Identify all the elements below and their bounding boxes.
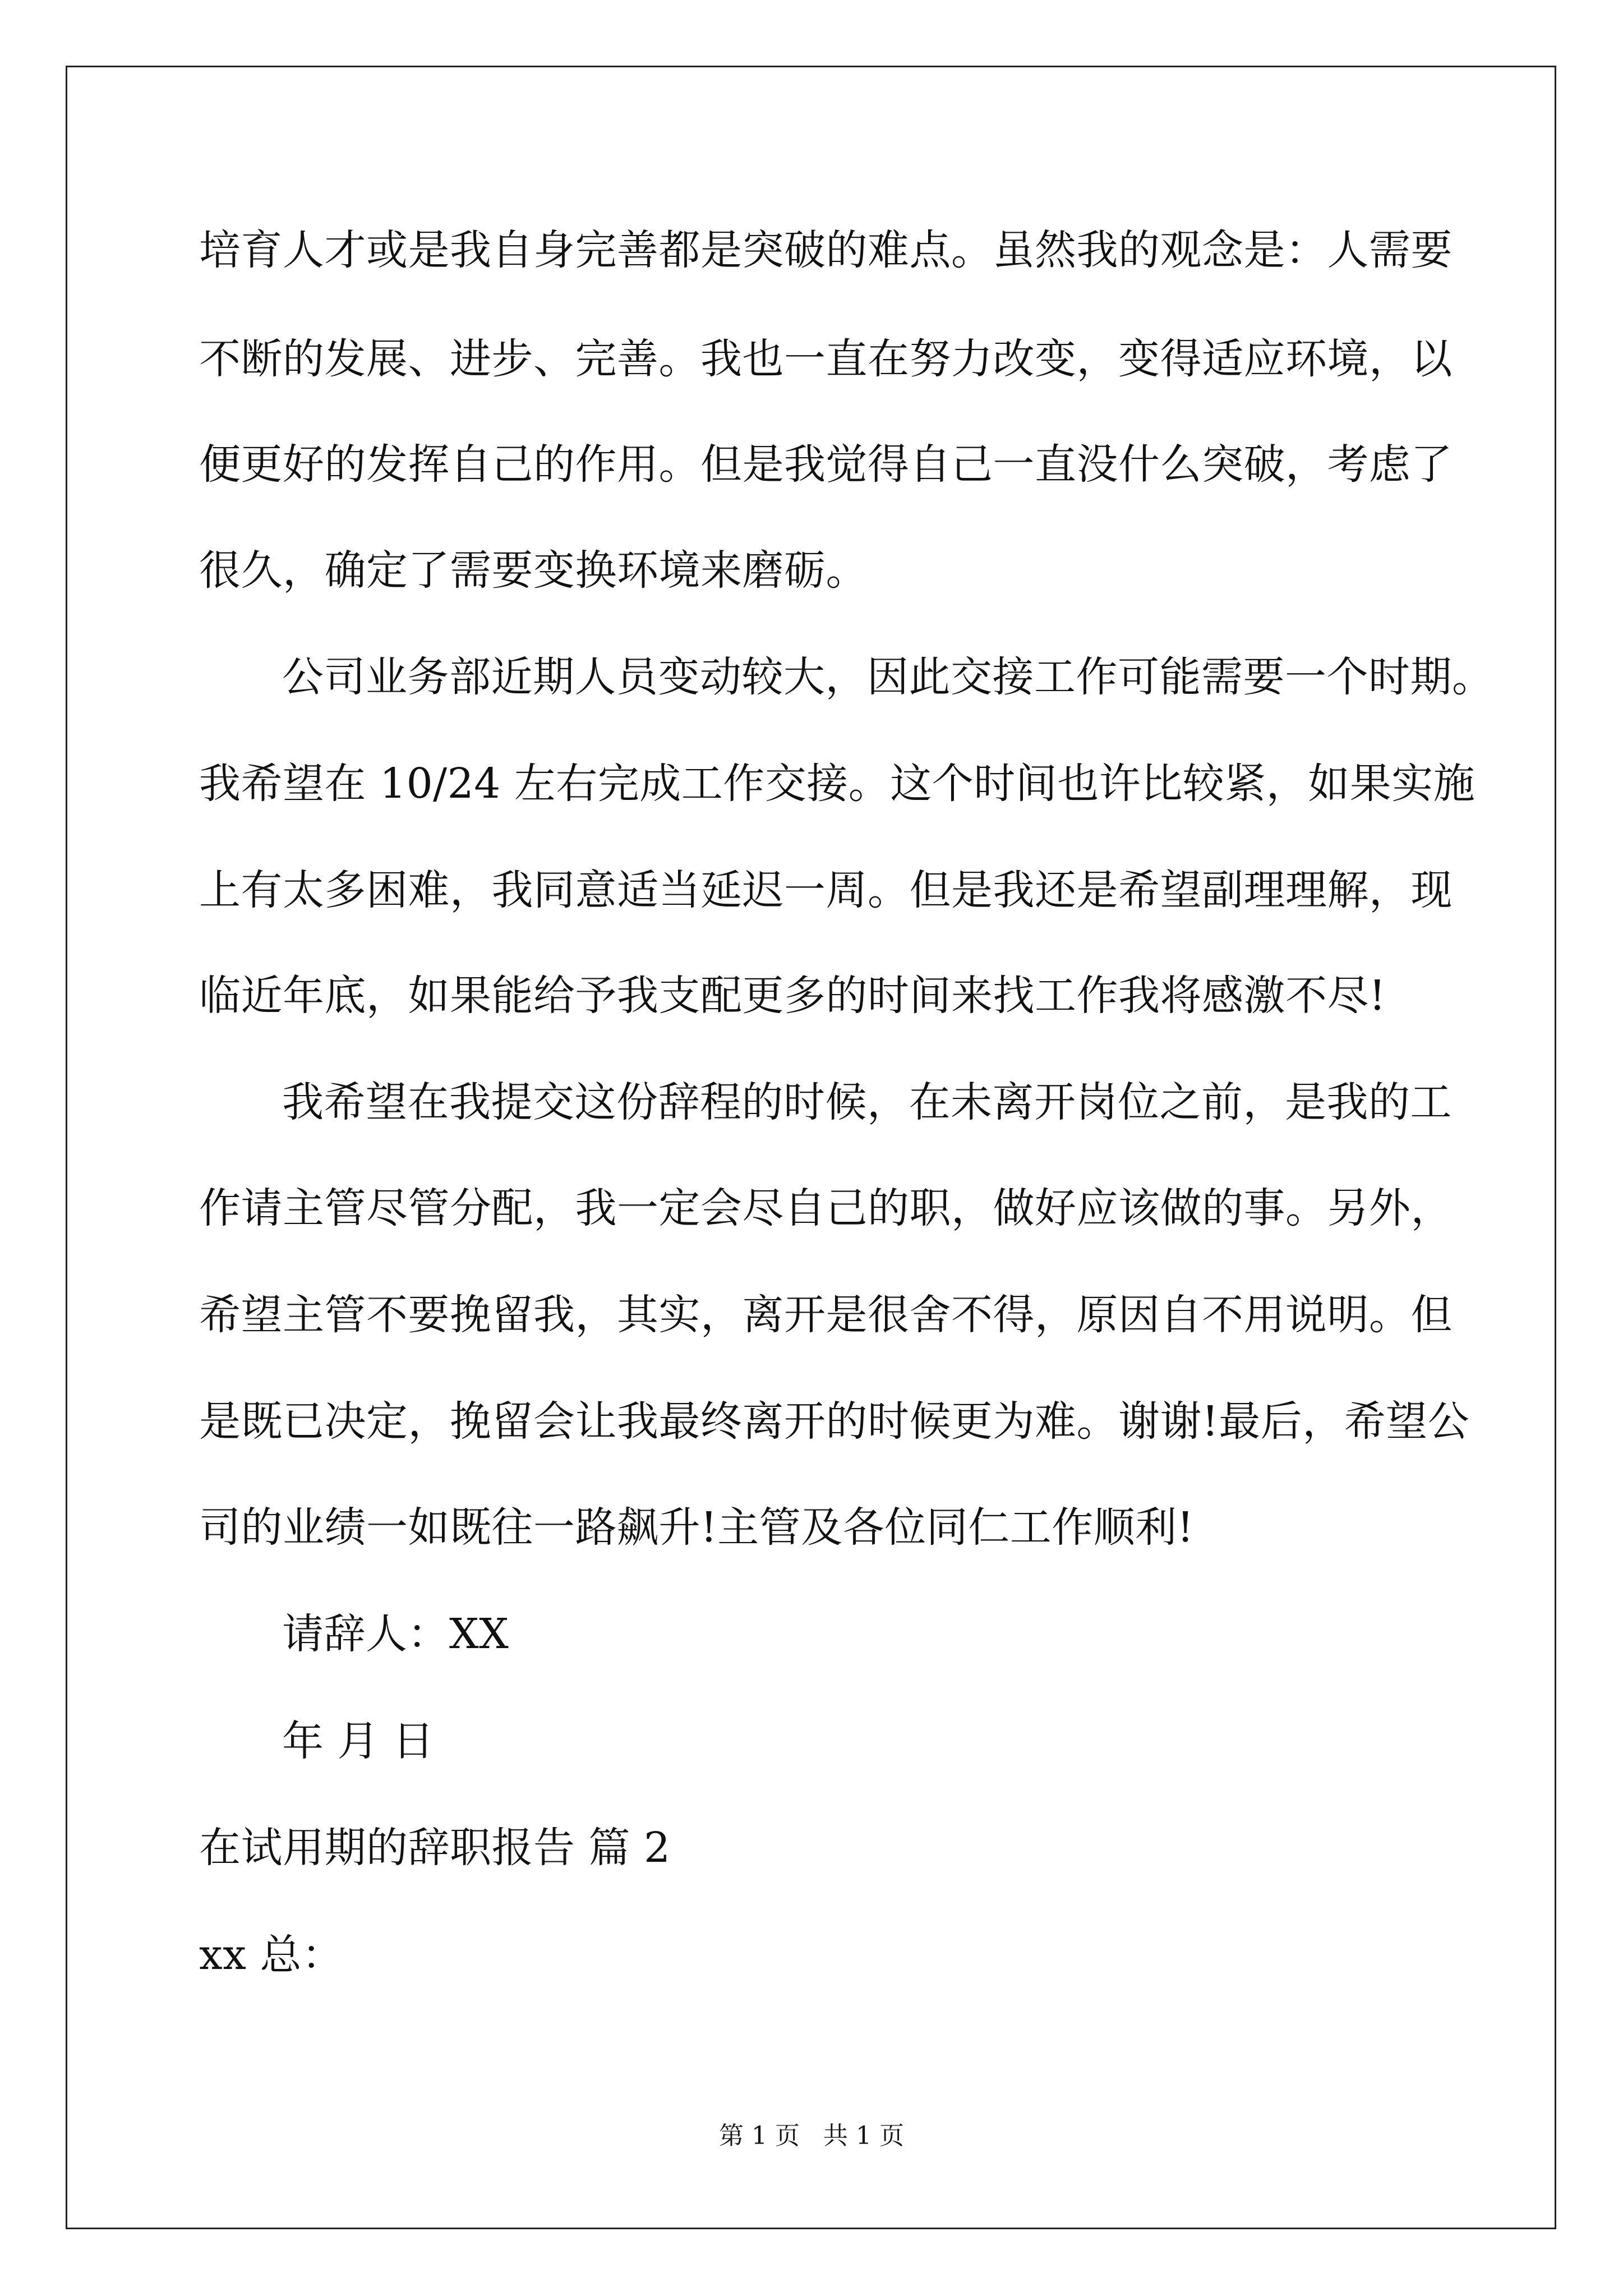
page-border — [66, 66, 1556, 2229]
signature-line: 请辞人：XX — [282, 1610, 509, 1658]
paragraph-3-line-1: 我希望在我提交这份辞程的时候，在未离开岗位之前，是我的工 — [282, 1078, 1452, 1126]
paragraph-3-line-3: 希望主管不要挽留我，其实，离开是很舍不得，原因自不用说明。但 — [199, 1291, 1453, 1339]
paragraph-3-line-4: 是既已决定，挽留会让我最终离开的时候更为难。谢谢!最后，希望公 — [199, 1397, 1470, 1446]
date-line: 年 月 日 — [282, 1717, 435, 1765]
paragraph-2-line-4: 临近年底，如果能给予我支配更多的时间来找工作我将感激不尽! — [199, 972, 1386, 1020]
paragraph-3-line-2: 作请主管尽管分配，我一定会尽自己的职，做好应该做的事。另外， — [199, 1184, 1453, 1232]
paragraph-2-line-2: 我希望在 10/24 左右完成工作交接。这个时间也许比较紧，如果实施 — [199, 760, 1476, 808]
paragraph-1-line-1: 培育人才或是我自身完善都是突破的难点。虽然我的观念是：人需要 — [199, 226, 1453, 274]
paragraph-3-line-5: 司的业绩一如既往一路飙升!主管及各位同仁工作顺利! — [199, 1503, 1194, 1552]
paragraph-1-line-4: 很久，确定了需要变换环境来磨砺。 — [199, 546, 868, 595]
page-footer: 第 1 页 共 1 页 — [719, 2122, 904, 2150]
paragraph-1-line-2: 不断的发展、进步、完善。我也一直在努力改变，变得适应环境，以 — [199, 335, 1453, 383]
paragraph-1-line-3: 便更好的发挥自己的作用。但是我觉得自己一直没什么突破，考虑了 — [199, 440, 1453, 489]
paragraph-2-line-1: 公司业务部近期人员变动较大，因此交接工作可能需要一个时期。 — [282, 653, 1494, 701]
section-heading: 在试用期的辞职报告 篇 2 — [199, 1824, 671, 1872]
paragraph-2-line-3: 上有太多困难，我同意适当延迟一周。但是我还是希望副理理解，现 — [199, 866, 1453, 914]
salutation: xx 总： — [199, 1931, 344, 1979]
